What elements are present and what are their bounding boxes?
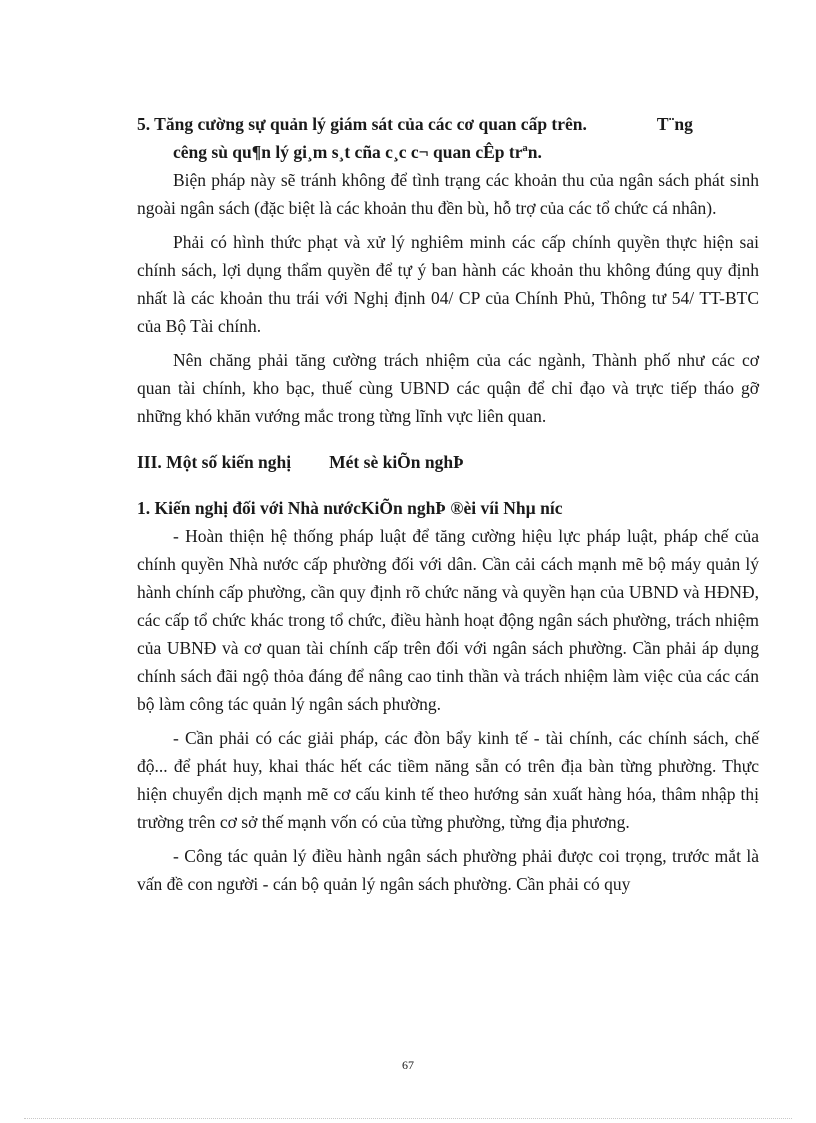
section-3-title: III. Một số kiến nghị <box>137 452 292 472</box>
subsection-1-title-garbled: KiÕn nghÞ ®èi víi Nhµ níc <box>360 498 563 518</box>
subsection-1-heading <box>137 494 759 522</box>
section-5-title: 5. Tăng cường sự quản lý giám sát của các cơ quan cấp trên. <box>137 114 587 134</box>
paragraph: Phải có hình thức phạt và xử lý nghiêm minh các cấp chính quyền thực hiện sai chính sách, lợi dụng thẩm quyền để tự ý ban hành các khoản thu không đúng quy định nhất là các khoản thu trái với Nghị định 04/ CP của Chính Phủ, Thông tư 54/ TT-BTC của Bộ Tài chính. <box>137 232 759 336</box>
section-5-heading <box>137 110 759 138</box>
paragraph: - Công tác quản lý điều hành ngân sách phường phải được coi trọng, trước mắt là vấn đề con người - cán bộ quản lý ngân sách phường. Cần phải có quy <box>137 846 759 894</box>
section-3-heading <box>137 448 759 476</box>
paragraph: - Hoàn thiện hệ thống pháp luật để tăng cường hiệu lực pháp luật, pháp chế của chính quyền Nhà nước cấp phường đối với dân. Cần cải cách mạnh mẽ bộ máy quản lý hành chính cấp phường, cần quy định rõ chức năng và quyền hạn của UBND và HĐNĐ, các cấp tổ chức khác trong tổ chức, điều hành hoạt động ngân sách phường, trách nhiệm của UBNĐ và cơ quan tài chính cấp trên đối với ngân sách phường. Cần phải áp dụng chính sách đãi ngộ thỏa đáng để nâng cao tinh thần và trách nhiệm làm việc của các cán bộ làm công tác quản lý ngân sách phường. <box>137 526 759 714</box>
page-bottom-divider <box>24 1118 792 1119</box>
paragraph: Nên chăng phải tăng cường trách nhiệm của các ngành, Thành phố như các cơ quan tài chính, kho bạc, thuế cùng UBND các quận để chỉ đạo và trực tiếp tháo gỡ những khó khăn vướng mắc trong từng lĩnh vực liên quan. <box>137 350 759 426</box>
section-5-title-garbled-tail: T¨ng <box>656 114 693 134</box>
section-5-title-garbled-line: cêng sù qu¶n lý gi¸m s¸t cña c¸c c¬ quan cÊp trªn. <box>173 142 542 162</box>
page-number: 67 <box>402 1058 414 1072</box>
section-3-title-garbled: Mét sè kiÕn nghÞ <box>329 452 464 472</box>
subsection-1-title: 1. Kiến nghị đối với Nhà nước <box>137 498 361 518</box>
page-content <box>137 110 759 904</box>
paragraph: Biện pháp này sẽ tránh không để tình trạng các khoản thu của ngân sách phát sinh ngoài ngân sách (đặc biệt là các khoản thu đền bù, hỗ trợ của các tổ chức cá nhân). <box>137 170 759 218</box>
paragraph: - Cần phải có các giải pháp, các đòn bẩy kinh tế - tài chính, các chính sách, chế độ... để phát huy, khai thác hết các tiềm năng sẵn có trên địa bàn từng phường. Thực hiện chuyển dịch mạnh mẽ cơ cấu kinh tế theo hướng sản xuất hàng hóa, thâm nhập thị trường trên cơ sở thế mạnh vốn có của từng phường, từng địa phương. <box>137 728 759 832</box>
